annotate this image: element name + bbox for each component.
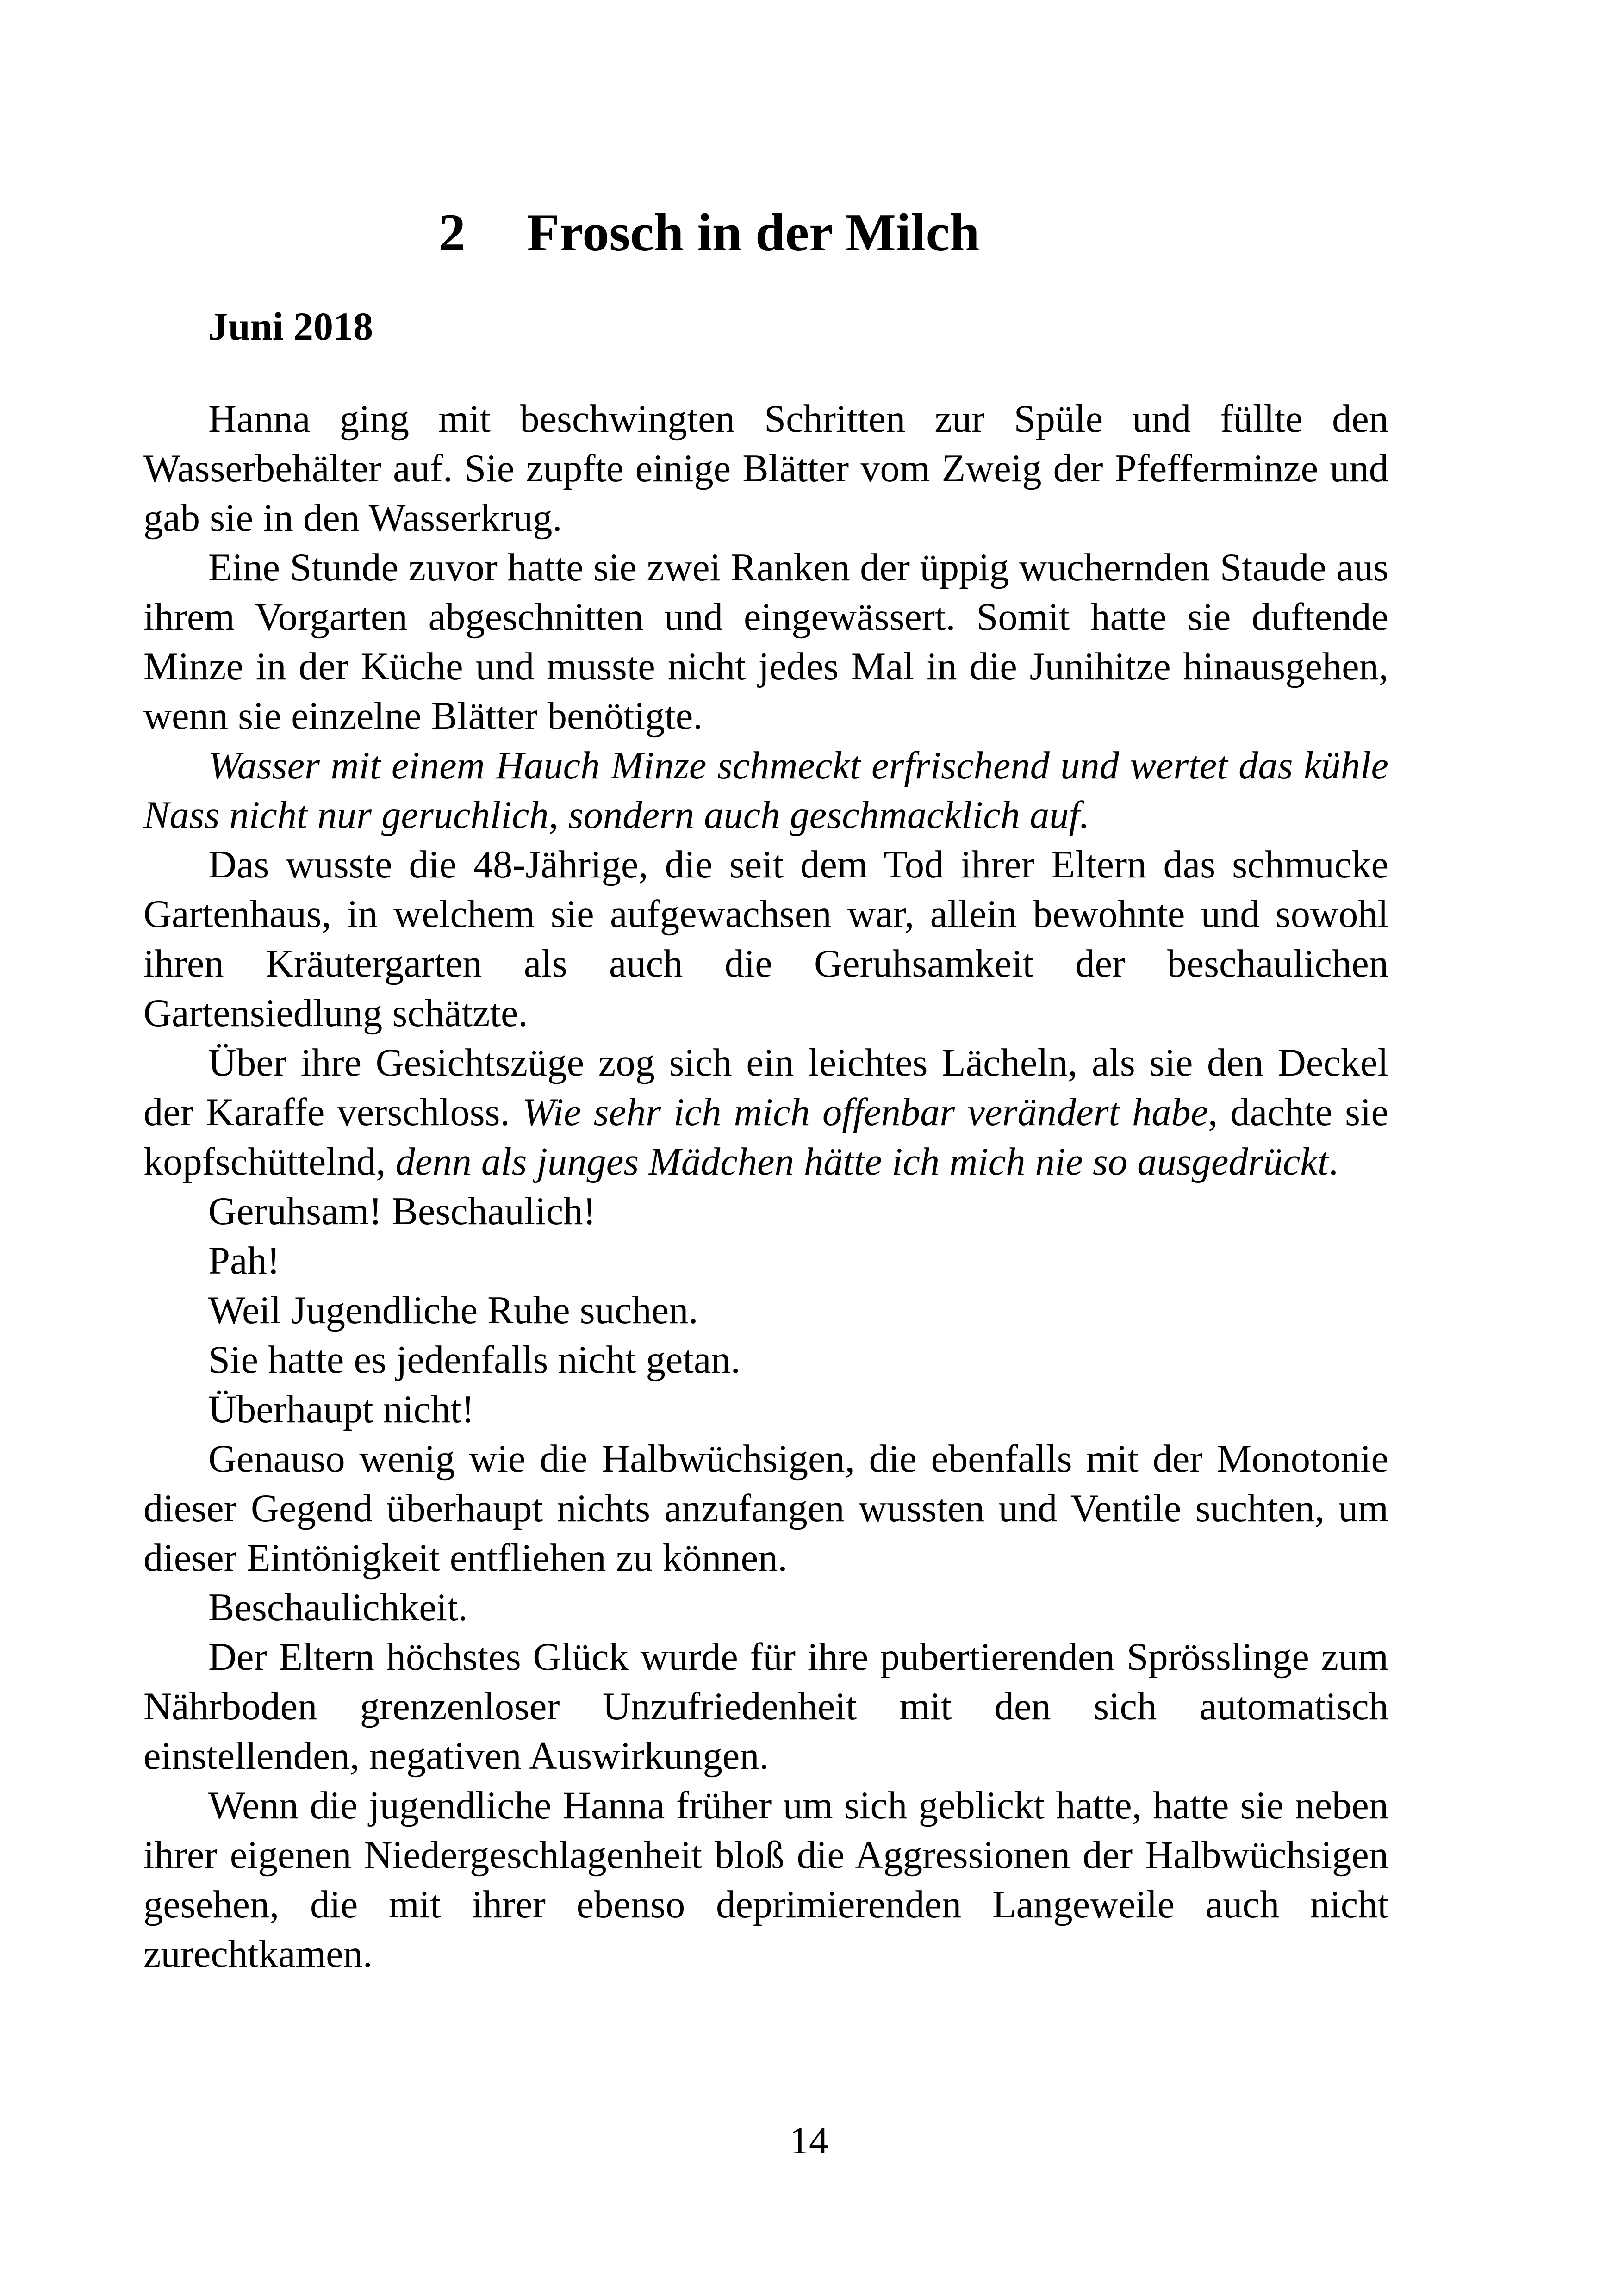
page-number: 14	[790, 2119, 828, 2162]
paragraph	[143, 1781, 1388, 1979]
chapter-title: Frosch in der Milch	[527, 203, 980, 262]
paragraph	[143, 1236, 1388, 1286]
text-run: Sie hatte es jedenfalls nicht getan.	[208, 1338, 741, 1381]
paragraph	[143, 741, 1388, 840]
text-run: Das wusste die 48-Jährige, die seit dem Tod ihrer Eltern das schmucke Gartenhaus, in welchem sie aufgewachsen war, allein bewohnte und sowohl ihren Kräutergarten als auch die Geruhsamkeit der beschaulichen Gartensiedlung schätzte.	[143, 843, 1388, 1035]
paragraph	[143, 1335, 1388, 1385]
paragraph	[143, 1385, 1388, 1434]
text-run: .	[1328, 1140, 1338, 1183]
italic-text-run: Wie sehr ich mich offenbar verändert habe	[522, 1091, 1208, 1134]
paragraph	[143, 1434, 1388, 1583]
text-run: Wenn die jugendliche Hanna früher um sich geblickt hatte, hatte sie neben ihrer eigenen Niedergeschlagenheit bloß die Aggressionen der Halbwüchsigen gesehen, die mit ihrer ebenso deprimierenden Langeweile auch nicht zurechtkamen.	[143, 1784, 1388, 1976]
paragraph	[143, 394, 1388, 543]
paragraph	[143, 1632, 1388, 1781]
text-run: Überhaupt nicht!	[208, 1388, 474, 1431]
text-run: Eine Stunde zuvor hatte sie zwei Ranken der üppig wuchernden Staude aus ihrem Vorgarten abgeschnitten und eingewässert. Somit hatte sie duftende Minze in der Küche und musste nicht jedes Mal in die Junihitze hinausgehen, wenn sie einzelne Blätter benötigte.	[143, 546, 1388, 738]
paragraph	[143, 543, 1388, 741]
chapter-date: Juni 2018	[208, 304, 373, 348]
paragraph	[143, 1583, 1388, 1632]
italic-text-run: denn als junges Mädchen hätte ich mich nie so ausgedrückt	[395, 1140, 1329, 1183]
italic-text-run: Wasser mit einem Hauch Minze schmeckt erfrischend und wertet das kühle Nass nicht nur geruchlich, sondern auch geschmacklich auf.	[143, 744, 1388, 837]
text-run: Genauso wenig wie die Halbwüchsigen, die ebenfalls mit der Monotonie dieser Gegend überhaupt nichts anzufangen wussten und Ventile suchten, um dieser Eintönigkeit entfliehen zu können.	[143, 1437, 1388, 1580]
text-run: Weil Jugendliche Ruhe suchen.	[208, 1289, 698, 1332]
text-run: , dachte sie kopfschüttelnd,	[143, 1091, 1388, 1183]
body-text	[143, 394, 1388, 1979]
text-run: Der Eltern höchstes Glück wurde für ihre pubertierenden Sprösslinge zum Nährboden grenzenloser Unzufriedenheit mit den sich automatisch einstellenden, negativen Auswirkungen.	[143, 1636, 1388, 1778]
paragraph	[143, 1038, 1388, 1187]
chapter-heading	[439, 204, 979, 263]
text-run: Geruhsam! Beschaulich!	[208, 1190, 596, 1233]
paragraph	[143, 840, 1388, 1038]
text-run: Beschaulichkeit.	[208, 1586, 468, 1629]
text-run: Hanna ging mit beschwingten Schritten zur Spüle und füllte den Wasserbehälter auf. Sie zupfte einige Blätter vom Zweig der Pfefferminze und gab sie in den Wasserkrug.	[143, 398, 1388, 540]
text-run: Pah!	[208, 1239, 280, 1282]
paragraph	[143, 1286, 1388, 1335]
chapter-number: 2	[439, 203, 466, 262]
paragraph	[143, 1187, 1388, 1236]
text-run: Über ihre Gesichtszüge zog sich ein leichtes Lächeln, als sie den Deckel der Karaffe verschloss.	[143, 1041, 1388, 1134]
